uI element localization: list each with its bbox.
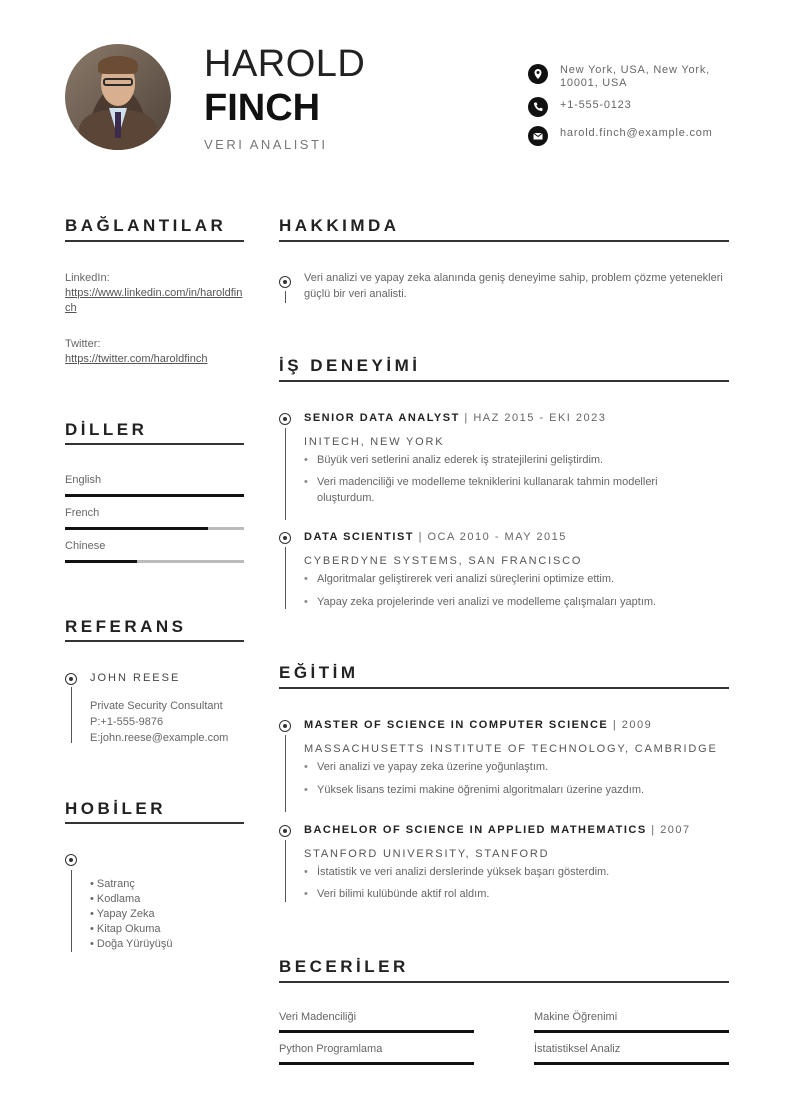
last-name: FINCH xyxy=(204,87,321,129)
reference-marker xyxy=(65,673,77,685)
about-text: Veri analizi ve yapay zeka alanında geniş deneyime sahip, problem çözme yetenekleri güçlü bir veri analisti. xyxy=(304,272,723,300)
connections-divider xyxy=(65,240,244,242)
linkedin-label: LinkedIn: xyxy=(65,272,110,284)
job-1-dates: HAZ 2015 - EKI 2023 xyxy=(473,412,607,424)
skill-label: Makine Öğrenimi xyxy=(534,1011,618,1023)
education-2-marker xyxy=(279,825,291,837)
reference-details xyxy=(90,699,228,746)
education-1-bullet-1: • Veri analizi ve yapay zeka üzerine yoğunlaştım. xyxy=(317,759,717,775)
skill-level-bar xyxy=(279,1030,474,1033)
contact-phone-text[interactable]: +1-555-0123 xyxy=(560,99,632,111)
education-1-degree: MASTER OF SCIENCE IN COMPUTER SCIENCE xyxy=(304,719,609,731)
job-2-header xyxy=(304,531,567,543)
languages-title: DİLLER xyxy=(65,420,148,439)
skill-level-fill xyxy=(534,1062,729,1065)
hobby-item: • Kitap Okuma xyxy=(90,923,161,935)
job-1-header xyxy=(304,412,606,424)
contact-email xyxy=(528,126,730,146)
skill-level-bar xyxy=(279,1062,474,1065)
education-1-year: 2009 xyxy=(621,719,653,731)
hobby-item: • Doğa Yürüyüşü xyxy=(90,938,173,950)
education-1-school: MASSACHUSETTS INSTITUTE OF TECHNOLOGY, CAMBRIDGE xyxy=(304,743,718,755)
contact-address xyxy=(528,64,730,90)
job-1-marker xyxy=(279,413,291,425)
language-label: French xyxy=(65,507,100,519)
education-1-marker xyxy=(279,720,291,732)
education-title: EĞİTİM xyxy=(279,663,359,682)
job-2-bullet-1: • Algoritmalar geliştirerek veri analizi süreçlerini optimize ettim. xyxy=(317,571,717,587)
connections-block xyxy=(65,271,245,367)
first-name: HAROLD xyxy=(204,43,366,85)
experience-divider xyxy=(279,380,729,382)
language-level-fill xyxy=(65,527,208,530)
twitter-label: Twitter: xyxy=(65,338,101,350)
education-1-separator: | xyxy=(612,719,618,731)
hobbies-title: HOBİLER xyxy=(65,799,166,818)
reference-role: Private Security Consultant xyxy=(90,700,223,712)
hobby-item: • Yapay Zeka xyxy=(90,908,155,920)
education-2-header xyxy=(304,824,691,836)
education-2-school: STANFORD UNIVERSITY, STANFORD xyxy=(304,848,550,860)
hobbies-marker xyxy=(65,854,77,866)
references-divider xyxy=(65,640,244,642)
contact-email-text[interactable]: harold.finch@example.com xyxy=(560,127,713,139)
job-2-marker xyxy=(279,532,291,544)
education-1-bullet-2: • Yüksek lisans tezimi makine öğrenimi algoritmaları üzerine yazdım. xyxy=(317,782,717,798)
job-title: VERI ANALISTI xyxy=(204,137,328,152)
education-divider xyxy=(279,687,729,689)
experience-title: İŞ DENEYİMİ xyxy=(279,356,421,375)
education-1-timeline-line xyxy=(285,735,286,812)
education-2-separator: | xyxy=(651,824,656,836)
skill-level-fill xyxy=(279,1030,474,1033)
reference-email: E:john.reese@example.com xyxy=(90,732,229,744)
job-1-bullet-2: • Veri madenciliği ve modelleme tekniklerini kullanarak tahmin modelleri oluşturdum. xyxy=(317,474,717,506)
job-2-bullet-2: • Yapay zeka projelerinde veri analizi ve modelleme çalışmaları yaptım. xyxy=(317,594,717,610)
skill-label: İstatistiksel Analiz xyxy=(534,1043,621,1055)
skill-level-bar xyxy=(534,1062,729,1065)
language-label: English xyxy=(65,474,102,486)
linkedin-link[interactable]: https://www.linkedin.com/in/haroldfinch xyxy=(65,287,243,314)
job-1-company: INITECH, NEW YORK xyxy=(304,436,445,448)
hobbies-divider xyxy=(65,822,244,824)
references-title: REFERANS xyxy=(65,617,187,636)
language-level-bar xyxy=(65,527,244,530)
job-2-timeline-line xyxy=(285,547,286,609)
job-1-separator: | xyxy=(464,412,469,424)
job-1-timeline-line xyxy=(285,428,286,520)
job-1-bullet-1: • Büyük veri setlerini analiz ederek iş stratejilerini geliştirdim. xyxy=(317,452,717,468)
reference-timeline-line xyxy=(71,687,72,743)
twitter-link[interactable]: https://twitter.com/haroldfinch xyxy=(65,353,208,365)
reference-phone: P:+1-555-9876 xyxy=(90,716,164,728)
job-2-company: CYBERDYNE SYSTEMS, SAN FRANCISCO xyxy=(304,555,583,567)
language-level-bar xyxy=(65,494,244,497)
skill-level-bar xyxy=(534,1030,729,1033)
languages-divider xyxy=(65,443,244,445)
location-pin-icon xyxy=(528,64,548,84)
job-2-role: DATA SCIENTIST xyxy=(304,531,415,543)
about-title: HAKKIMDA xyxy=(279,216,400,235)
language-level-fill xyxy=(65,494,244,497)
hobby-item: • Satranç xyxy=(90,878,135,890)
phone-icon xyxy=(528,97,548,117)
hobbies-list xyxy=(90,877,173,952)
education-1-header xyxy=(304,719,652,731)
hobby-item: • Kodlama xyxy=(90,893,141,905)
contact-address-text: New York, USA, New York, 10001, USA xyxy=(560,64,711,89)
language-level-bar xyxy=(65,560,244,563)
skills-title: BECERİLER xyxy=(279,957,409,976)
hobbies-timeline-line xyxy=(71,870,72,952)
education-2-year: 2007 xyxy=(660,824,691,836)
reference-name: JOHN REESE xyxy=(90,672,181,684)
education-2-degree: BACHELOR OF SCIENCE IN APPLIED MATHEMATICS xyxy=(304,824,647,836)
job-2-separator: | xyxy=(418,531,423,543)
education-2-timeline-line xyxy=(285,840,286,902)
job-1-role: SENIOR DATA ANALYST xyxy=(304,412,460,424)
education-2-bullet-1: • İstatistik ve veri analizi derslerinde yüksek başarı gösterdim. xyxy=(317,864,717,880)
connections-title: BAĞLANTILAR xyxy=(65,216,227,235)
skill-label: Python Programlama xyxy=(279,1043,383,1055)
about-marker xyxy=(279,276,291,288)
education-2-bullet-2: • Veri bilimi kulübünde aktif rol aldım. xyxy=(317,886,717,902)
skills-divider xyxy=(279,981,729,983)
skill-level-fill xyxy=(534,1030,729,1033)
language-label: Chinese xyxy=(65,540,106,552)
profile-photo xyxy=(65,44,171,150)
email-icon xyxy=(528,126,548,146)
language-level-fill xyxy=(65,560,137,563)
contact-phone xyxy=(528,97,730,117)
job-2-dates: OCA 2010 - MAY 2015 xyxy=(427,531,567,543)
skill-label: Veri Madenciliği xyxy=(279,1011,357,1023)
about-timeline-line xyxy=(285,291,286,303)
skill-level-fill xyxy=(279,1062,474,1065)
about-divider xyxy=(279,240,729,242)
